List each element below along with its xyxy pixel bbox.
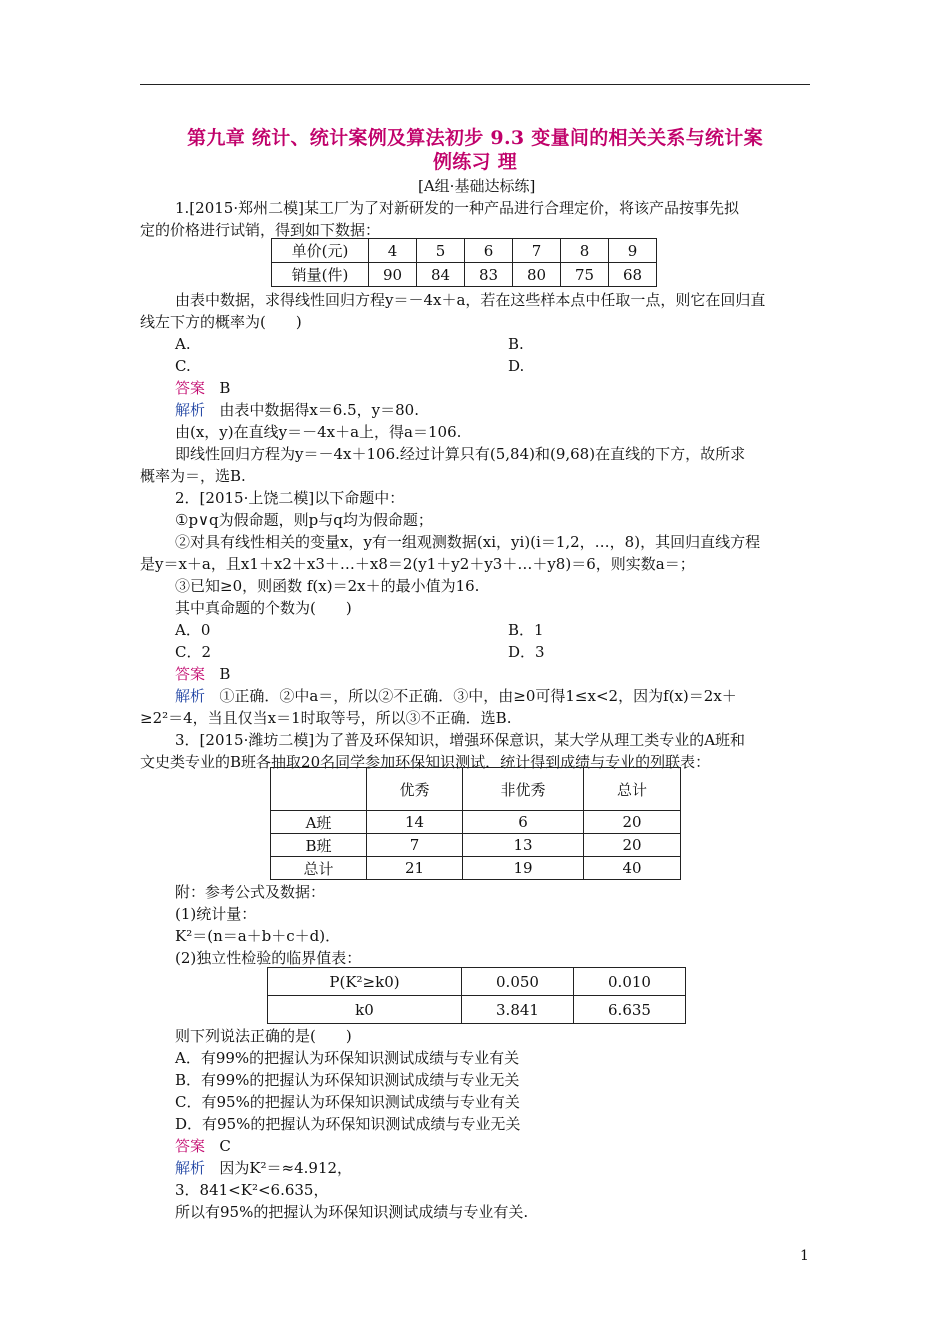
q3-option-d: D．有95%的把握认为环保知识测试成绩与专业无关 — [175, 1115, 521, 1133]
table-header-cell: 总计 — [584, 768, 681, 811]
q1-analysis-2: 由(x，y)在直线y＝－4x＋a上，得a＝106. — [175, 423, 462, 441]
table-cell: 总计 — [271, 857, 367, 880]
analysis-label: 解析 — [175, 401, 206, 419]
table-cell: 6 — [465, 239, 513, 263]
answer-label: 答案 — [175, 1137, 206, 1155]
q2-option-c: C．2 — [175, 643, 212, 661]
table-cell: 0.010 — [574, 968, 686, 996]
q3-line-3: 则下列说法正确的是( ) — [175, 1027, 352, 1045]
table-header-cell — [271, 768, 367, 811]
page-title — [140, 126, 810, 174]
title-line-2: 例练习 理 — [432, 151, 518, 173]
q2-line-4: 是y＝x＋a，且x1＋x2＋x3＋…＋x8＝2(y1＋y2＋y3＋…＋y8)＝6，则实数a＝； — [140, 555, 695, 573]
answer-label: 答案 — [175, 379, 206, 397]
q3-formula-4: (2)独立性检验的临界值表： — [175, 949, 362, 967]
analysis-label: 解析 — [175, 687, 206, 705]
table-cell: 80 — [513, 263, 561, 287]
q2-option-d: D．3 — [508, 643, 545, 661]
q3-line-1: 3．[2015·潍坊二模]为了普及环保知识，增强环保意识，某大学从理工类专业的A班和 — [175, 731, 746, 749]
table-cell: 7 — [367, 834, 463, 857]
q2-analysis-1 — [175, 686, 737, 706]
table-cell: B班 — [271, 834, 367, 857]
table-row — [271, 857, 681, 880]
table-row — [271, 834, 681, 857]
q3-critical-value-table — [267, 967, 686, 1024]
q3-formula-1: 附：参考公式及数据： — [175, 883, 326, 901]
q2-line-5: ③已知≥0，则函数 f(x)＝2x＋的最小值为16. — [175, 577, 480, 595]
q2-option-b: B．1 — [508, 621, 544, 639]
table-cell: 9 — [609, 239, 657, 263]
q2-option-a: A．0 — [175, 621, 211, 639]
q3-answer — [175, 1136, 231, 1156]
q1-line-3: 由表中数据，求得线性回归方程y＝－4x＋a，若在这些样本点中任取一点，则它在回归直 — [175, 291, 766, 309]
title-line-1: 第九章 统计、统计案例及算法初步 9.3 变量间的相关关系与统计案 — [187, 127, 763, 149]
q1-analysis-3: 即线性回归方程为y＝－4x＋106.经过计算只有(5,84)和(9,68)在直线的下方，故所求 — [175, 445, 746, 463]
q3-analysis-2: 3．841<K²<6.635， — [175, 1181, 329, 1199]
table-cell: 19 — [463, 857, 584, 880]
q2-answer — [175, 664, 230, 684]
analysis-text: 由表中数据得x＝6.5，y＝80. — [219, 401, 419, 419]
table-cell: 13 — [463, 834, 584, 857]
q3-contingency-table — [270, 767, 681, 880]
page-number: 1 — [800, 1248, 809, 1264]
table-cell: 20 — [584, 811, 681, 834]
table-cell: 6 — [463, 811, 584, 834]
table-row — [271, 811, 681, 834]
table-cell: 40 — [584, 857, 681, 880]
table-cell: 83 — [465, 263, 513, 287]
q1-answer — [175, 378, 230, 398]
table-cell: 84 — [417, 263, 465, 287]
table-row — [268, 968, 686, 996]
q2-line-1: 2．[2015·上饶二模]以下命题中： — [175, 489, 405, 507]
table-cell: k0 — [268, 996, 462, 1024]
table-cell: 0.050 — [462, 968, 574, 996]
table-header-cell: 优秀 — [367, 768, 463, 811]
table-header-cell: 非优秀 — [463, 768, 584, 811]
table-row — [268, 996, 686, 1024]
answer-value: B — [219, 379, 231, 397]
q1-line-1: 1.[2015·郑州二模]某工厂为了对新研发的一种产品进行合理定价，将该产品按事先拟 — [175, 199, 739, 217]
q3-analysis-3: 所以有95%的把握认为环保知识测试成绩与专业有关. — [175, 1203, 529, 1221]
table-cell: 68 — [609, 263, 657, 287]
table-cell: 销量(件) — [272, 263, 369, 287]
q3-option-a: A．有99%的把握认为环保知识测试成绩与专业有关 — [175, 1049, 520, 1067]
table-cell: 4 — [369, 239, 417, 263]
table-cell: 5 — [417, 239, 465, 263]
answer-value: C — [219, 1137, 231, 1155]
analysis-text: ①正确．②中a＝，所以②不正确．③中，由≥0可得1≤x<2，因为f(x)＝2x＋ — [219, 687, 737, 705]
header-rule — [140, 84, 810, 85]
table-cell: 14 — [367, 811, 463, 834]
q1-option-c: C. — [175, 357, 191, 375]
answer-value: B — [219, 665, 231, 683]
q3-formula-2: (1)统计量： — [175, 905, 257, 923]
q2-line-3: ②对具有线性相关的变量x，y有一组观测数据(xi，yi)(i＝1,2，…，8)，其回归直线方程 — [175, 533, 761, 551]
table-row — [272, 239, 657, 263]
q2-analysis-2: ≥2²＝4，当且仅当x＝1时取等号，所以③不正确．选B. — [140, 709, 512, 727]
q3-analysis-1 — [175, 1158, 352, 1178]
q1-option-b: B. — [508, 335, 524, 353]
q1-analysis-4: 概率为＝，选B. — [140, 467, 246, 485]
table-row — [271, 768, 681, 811]
q3-line-2: 文史类专业的B班各抽取20名同学参加环保知识测试．统计得到成绩与专业的列联表： — [140, 753, 711, 771]
q1-line-2: 定的价格进行试销，得到如下数据： — [140, 221, 381, 239]
q2-line-2: ①p∨q为假命题，则p与q均为假命题； — [175, 511, 433, 529]
table-cell: 单价(元) — [272, 239, 369, 263]
table-cell: 7 — [513, 239, 561, 263]
q2-line-6: 其中真命题的个数为( ) — [175, 599, 352, 617]
table-cell: 6.635 — [574, 996, 686, 1024]
q3-formula-3: K²＝(n＝a＋b＋c＋d)． — [175, 927, 341, 945]
section-label: [A组·基础达标练] — [418, 177, 536, 195]
q3-option-c: C．有95%的把握认为环保知识测试成绩与专业有关 — [175, 1093, 520, 1111]
table-cell: 75 — [561, 263, 609, 287]
q1-line-4: 线左下方的概率为( ) — [140, 313, 302, 331]
table-cell: P(K²≥k0) — [268, 968, 462, 996]
q1-analysis-1 — [175, 400, 419, 420]
q1-price-sales-table — [271, 238, 657, 287]
analysis-text: 因为K²＝≈4.912， — [219, 1159, 353, 1177]
table-cell: 20 — [584, 834, 681, 857]
q1-option-d: D. — [508, 357, 525, 375]
answer-label: 答案 — [175, 665, 206, 683]
table-cell: 8 — [561, 239, 609, 263]
q3-option-b: B．有99%的把握认为环保知识测试成绩与专业无关 — [175, 1071, 520, 1089]
table-cell: A班 — [271, 811, 367, 834]
table-cell: 90 — [369, 263, 417, 287]
q1-option-a: A. — [175, 335, 191, 353]
table-cell: 3.841 — [462, 996, 574, 1024]
table-cell: 21 — [367, 857, 463, 880]
analysis-label: 解析 — [175, 1159, 206, 1177]
table-row — [272, 263, 657, 287]
